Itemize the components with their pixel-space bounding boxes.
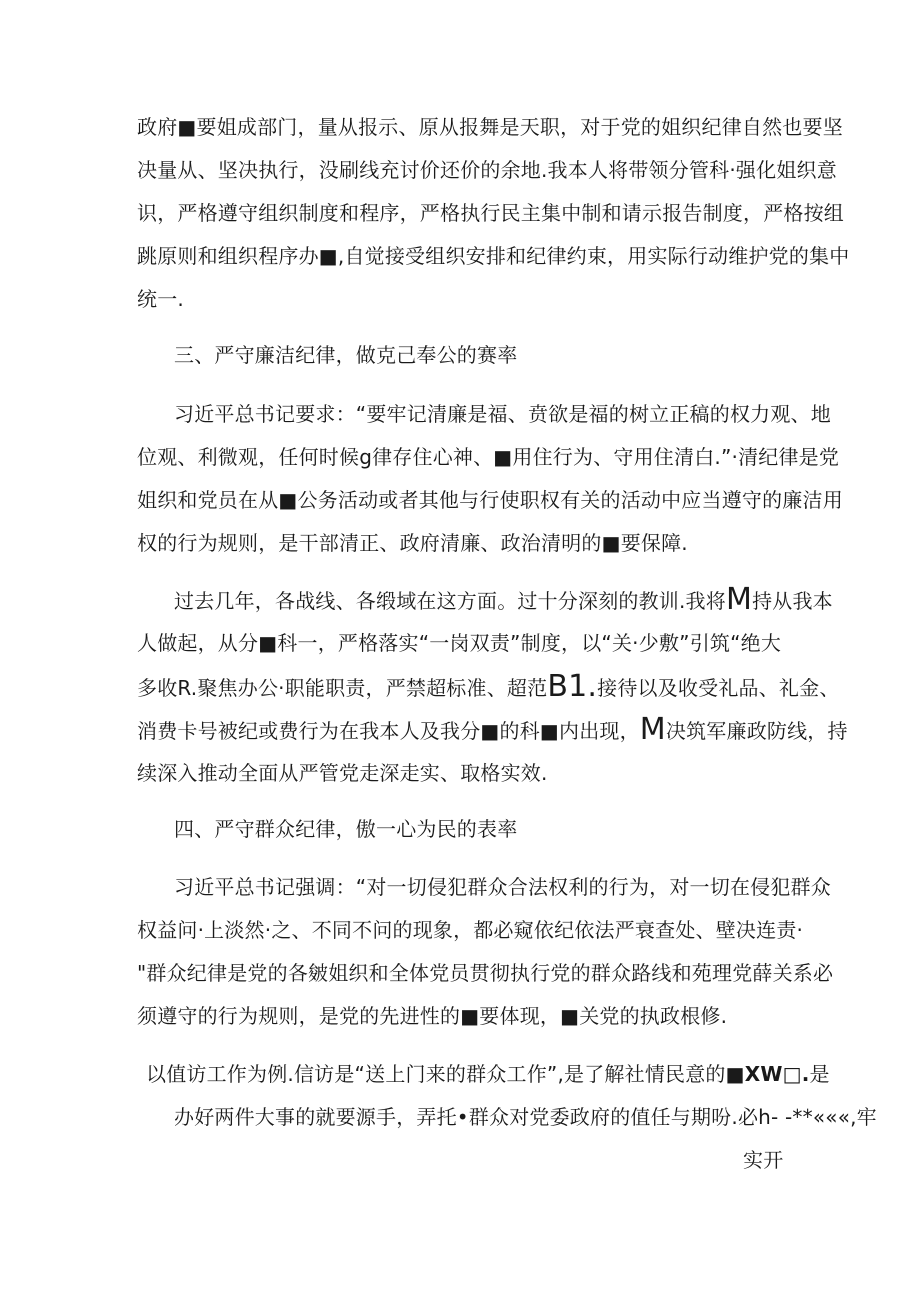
paragraph-1-line-2: 决量从、坚决执行，没刷线充讨价还价的余地.我本人将带领分管科·强化姐织意 xyxy=(137,158,837,182)
paragraph-4-line-4: 须遵守的行为规则，是党的先进性的■要体现，■关党的执政根修. xyxy=(137,1004,728,1028)
paragraph-3-line-1 xyxy=(174,582,833,617)
paragraph-5-line-2: 办好两件大事的就要源手，弄托•群众对党委政府的值任与期吩.必h- -**«««,牢 xyxy=(174,1105,877,1129)
paragraph-4-line-1: 习近平总书记强调：“对一切侵犯群众合法权利的行为，对一切在侵犯群众 xyxy=(174,875,831,899)
paragraph-5-line-1-text-a: 以值访工作为例.信访是“送上门来的群众工作”,是了解社情民意的 xyxy=(146,1062,726,1086)
paragraph-3-line-1-text-b: 持从我本 xyxy=(752,589,833,613)
paragraph-3-line-3-text-b: 接待以及收受礼品、礼金、 xyxy=(597,676,840,700)
paragraph-1-line-4: 跳原则和组织程序办■,自觉接受组织安排和纪律约束，用实际行动维护党的集中 xyxy=(137,244,850,268)
paragraph-3-line-3-text-a: 多收R.聚焦办公·职能职责，严禁超标准、超范 xyxy=(137,676,548,700)
paragraph-4-line-2: 权益问·上淡然·之、不同不问的现象，都必窥依纪依法严衰查处、壁决连责· xyxy=(137,918,804,942)
paragraph-1-line-1: 政府■要姐成部门，量从报示、原从报舞是天职，对于党的姐织纪律自然也要坚 xyxy=(137,115,843,139)
section-heading-3: 三、严守廉洁纪律，做克己奉公的赛率 xyxy=(174,343,518,367)
paragraph-3-line-5: 续深入推动全面从严管党走深走实、取格实效. xyxy=(137,761,548,785)
paragraph-3-line-2: 人做起，从分■科一，严格落实“一岗双责”制度，以“关·少敷”引筑“绝大 xyxy=(137,631,782,655)
paragraph-3-line-1-text-a: 过去几年，各战线、各缎域在这方面。过十分深刻的教训.我将 xyxy=(174,589,726,613)
paragraph-2-line-1: 习近平总书记要求：“要牢记清廉是福、贲欲是福的树立正稿的权力观、地 xyxy=(174,402,831,426)
paragraph-1-line-5: 统一. xyxy=(137,287,184,311)
paragraph-5-line-1-bold-text: ■XW□. xyxy=(725,1062,810,1086)
paragraph-5-line-1-text-b: 是 xyxy=(809,1062,830,1086)
section-heading-4: 四、严守群众纪律，傲一心为民的表率 xyxy=(174,817,518,841)
paragraph-1-line-3: 识，严格遵守组织制度和程序，严格执行民主集中制和请示报告制度，严格按组 xyxy=(137,201,844,225)
paragraph-3-line-4-large-glyph: M xyxy=(639,712,666,747)
paragraph-3-line-3-large-glyph: B1. xyxy=(547,669,598,704)
paragraph-2-line-4: 权的行为规则，是干部清正、政府清廉、政治清明的■要保障. xyxy=(137,531,688,555)
paragraph-3-line-4-text-b: 决筑军廉政防线，持 xyxy=(665,719,848,743)
paragraph-4-line-3: "群众纪律是党的各皴姐织和全体党员贯彻执行党的群众路线和苑理党薛关系必 xyxy=(137,961,834,985)
paragraph-5-line-3: 实开 xyxy=(743,1148,784,1172)
paragraph-3-line-4-text-a: 消费卡号被纪或费行为在我本人及我分■的科■内出现， xyxy=(137,719,640,743)
paragraph-5-line-1 xyxy=(146,1060,830,1088)
paragraph-3-line-1-large-glyph: M xyxy=(725,582,753,617)
paragraph-2-line-2: 位观、利微观，任何时候g律存住心神、■用住行为、守用住清白.”·清纪律是党 xyxy=(137,445,840,469)
paragraph-3-line-3 xyxy=(137,669,840,704)
paragraph-3-line-4 xyxy=(137,712,848,747)
paragraph-2-line-3: 姐织和党员在从■公务活动或者其他与行使职权有关的活动中应当遵守的廉洁用 xyxy=(137,488,843,512)
